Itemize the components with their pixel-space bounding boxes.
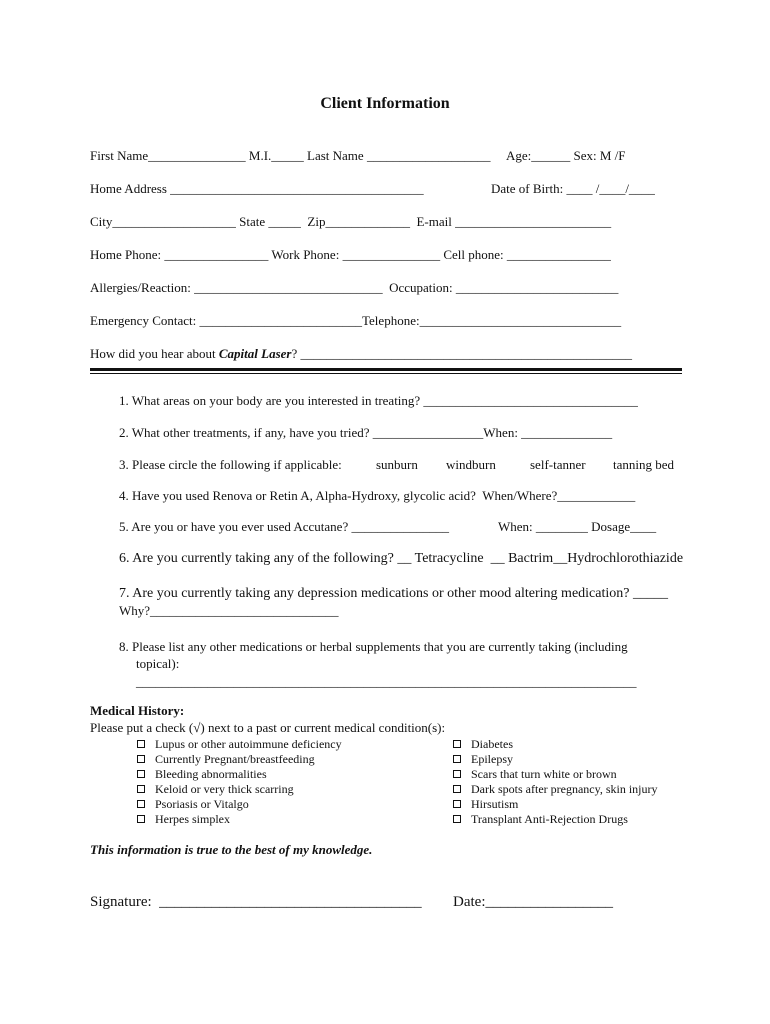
- checkbox-icon[interactable]: [137, 785, 145, 793]
- question-7[interactable]: 7. Are you currently taking any depression medications or other mood altering medication? _____: [119, 586, 668, 601]
- condition-label: Scars that turn white or brown: [471, 767, 617, 781]
- affirmation-text: This information is true to the best of my knowledge.: [90, 842, 373, 857]
- date-line[interactable]: Date:_________________: [453, 894, 613, 910]
- referral-blank[interactable]: ? ___________________________________________________: [291, 346, 633, 361]
- question-7-why[interactable]: Why?_____________________________: [119, 603, 339, 618]
- checkbox-icon[interactable]: [453, 785, 461, 793]
- checkbox-icon[interactable]: [453, 740, 461, 748]
- checkbox-icon[interactable]: [453, 755, 461, 763]
- condition-label: Currently Pregnant/breastfeeding: [155, 752, 315, 766]
- option-sunburn[interactable]: sunburn: [376, 457, 418, 472]
- checkbox-icon[interactable]: [137, 740, 145, 748]
- section-divider: [90, 368, 682, 371]
- medical-instruction: Please put a check (√) next to a past or current medical condition(s):: [90, 720, 446, 735]
- question-2[interactable]: 2. What other treatments, if any, have you tried? _________________When: ______________: [119, 425, 613, 440]
- dob-line[interactable]: Date of Birth: ____ /____/____: [491, 181, 655, 196]
- section-divider-thin: [90, 373, 682, 374]
- condition-item[interactable]: [453, 797, 518, 812]
- condition-item[interactable]: [137, 767, 267, 782]
- signature-line[interactable]: Signature: ___________________________________: [90, 894, 422, 910]
- question-4[interactable]: 4. Have you used Renova or Retin A, Alpha-Hydroxy, glycolic acid? When/Where?____________: [119, 488, 636, 503]
- condition-item[interactable]: [453, 737, 513, 752]
- condition-label: Transplant Anti-Rejection Drugs: [471, 812, 628, 826]
- brand-name: Capital Laser: [218, 346, 292, 361]
- phone-line[interactable]: Home Phone: ________________ Work Phone: _______________ Cell phone: ________________: [90, 247, 611, 262]
- referral-label: How did you hear about: [90, 346, 219, 361]
- question-3-label: 3. Please circle the following if applicable:: [119, 457, 342, 472]
- option-tanning-bed[interactable]: tanning bed: [613, 457, 675, 472]
- question-1[interactable]: 1. What areas on your body are you interested in treating? _________________________________: [119, 393, 638, 408]
- condition-item[interactable]: [137, 812, 230, 827]
- option-self-tanner[interactable]: self-tanner: [530, 457, 586, 472]
- checkbox-icon[interactable]: [137, 770, 145, 778]
- checkbox-icon[interactable]: [453, 770, 461, 778]
- question-8: 8. Please list any other medications or herbal supplements that you are currently taking (including: [119, 639, 628, 654]
- condition-label: Herpes simplex: [155, 812, 230, 826]
- checkbox-icon[interactable]: [137, 815, 145, 823]
- condition-label: Lupus or other autoimmune deficiency: [155, 737, 342, 751]
- question-5-when[interactable]: When: ________ Dosage____: [498, 519, 657, 534]
- condition-item[interactable]: [453, 812, 628, 827]
- condition-item[interactable]: [137, 752, 315, 767]
- condition-item[interactable]: [453, 782, 658, 797]
- question-8-blank[interactable]: _____________________________________________________________________________: [136, 674, 637, 689]
- checkbox-icon[interactable]: [137, 755, 145, 763]
- condition-label: Hirsutism: [471, 797, 519, 811]
- allergies-line[interactable]: Allergies/Reaction: _____________________________ Occupation: _________________________: [90, 280, 619, 295]
- condition-label: Bleeding abnormalities: [155, 767, 267, 781]
- condition-label: Psoriasis or Vitalgo: [155, 797, 249, 811]
- page-title: Client Information: [320, 95, 450, 112]
- option-windburn[interactable]: windburn: [446, 457, 496, 472]
- condition-item[interactable]: [453, 752, 513, 767]
- medical-history-heading: Medical History:: [90, 703, 185, 718]
- condition-label: Diabetes: [471, 737, 513, 751]
- condition-label: Keloid or very thick scarring: [155, 782, 294, 796]
- condition-item[interactable]: [137, 797, 249, 812]
- checkbox-icon[interactable]: [137, 800, 145, 808]
- name-line[interactable]: First Name_______________ M.I._____ Last Name ___________________ Age:______ Sex: M /F: [90, 148, 626, 163]
- checkbox-icon[interactable]: [453, 800, 461, 808]
- checkbox-icon[interactable]: [453, 815, 461, 823]
- referral-line[interactable]: [90, 346, 632, 362]
- question-6[interactable]: 6. Are you currently taking any of the following? __ Tetracycline __ Bactrim__Hydrochlorothiazide: [119, 551, 684, 566]
- city-line[interactable]: City___________________ State _____ Zip_____________ E-mail ________________________: [90, 214, 612, 229]
- condition-item[interactable]: [137, 737, 342, 752]
- condition-item[interactable]: [137, 782, 294, 797]
- condition-label: Dark spots after pregnancy, skin injury: [471, 782, 658, 796]
- question-8-topical: topical):: [136, 656, 180, 671]
- condition-item[interactable]: [453, 767, 617, 782]
- question-5[interactable]: 5. Are you or have you ever used Accutane? _______________: [119, 519, 449, 534]
- address-line[interactable]: Home Address _______________________________________: [90, 181, 424, 196]
- emergency-line[interactable]: Emergency Contact: _________________________Telephone:_______________________________: [90, 313, 622, 328]
- condition-label: Epilepsy: [471, 752, 513, 766]
